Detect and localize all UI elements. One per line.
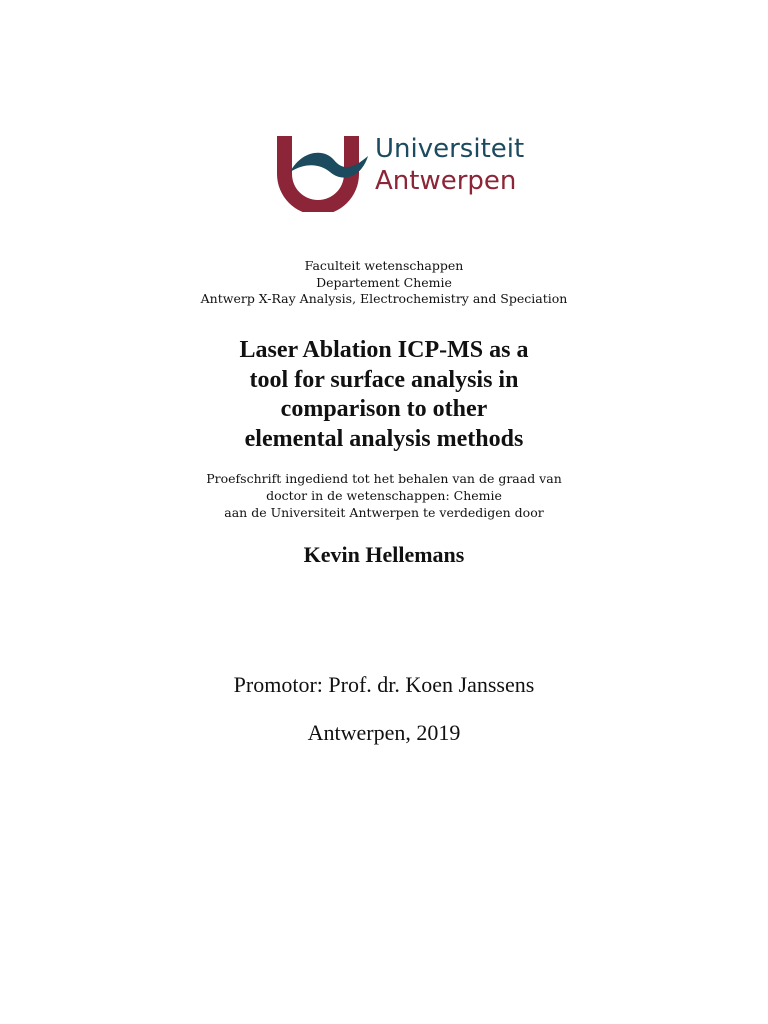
thesis-subtitle — [0, 470, 768, 521]
promotor-line: Promotor: Prof. dr. Koen Janssens — [233, 672, 535, 697]
subtitle-line: aan de Universiteit Antwerpen te verdedigen door — [224, 505, 544, 520]
logo-line-universiteit: Universiteit — [375, 134, 525, 164]
place-date-line: Antwerpen, 2019 — [307, 720, 461, 745]
department-line: Departement Chemie — [316, 274, 452, 290]
university-wordmark — [375, 132, 524, 194]
logo-line-antwerpen: Antwerpen — [375, 166, 517, 196]
faculty-block — [0, 258, 768, 308]
title-line: tool for surface analysis in — [249, 366, 519, 393]
title-line: Laser Ablation ICP-MS as a — [239, 337, 529, 363]
title-line: comparison to other — [280, 396, 488, 422]
author-name: Kevin Hellemans — [303, 542, 465, 567]
university-logo — [272, 132, 542, 212]
subtitle-line: doctor in de wetenschappen: Chemie — [266, 488, 502, 503]
subtitle-line: Proefschrift ingediend tot het behalen van de graad van — [206, 471, 562, 486]
research-group-line: Antwerp X-Ray Analysis, Electrochemistry and Speciation — [200, 291, 568, 306]
title-line: elemental analysis methods — [244, 425, 524, 452]
thesis-title — [0, 336, 768, 454]
faculty-line: Faculteit wetenschappen — [304, 258, 464, 273]
university-emblem-icon — [272, 132, 372, 212]
